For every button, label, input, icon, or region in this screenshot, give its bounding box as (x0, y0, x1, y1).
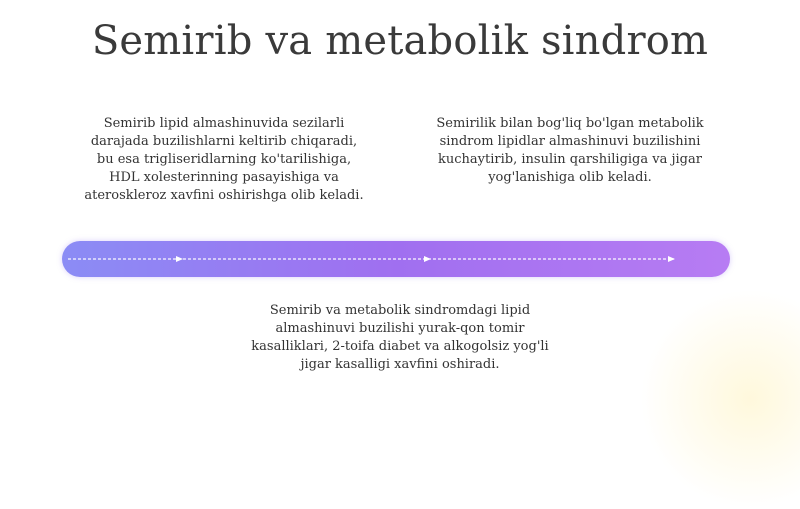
background-glow (640, 289, 800, 509)
text-block-left: Semirib lipid almashinuvida sezilarli darajada buzilishlarni keltirib chiqaradi, bu esa trigliseridlarning ko'tarilishiga, HDL xolesterinning pasayishiga va ateroskleroz xavfini oshirishga olib keladi. (84, 116, 364, 203)
arrow-right-icon (176, 256, 183, 262)
timeline-bar (62, 241, 730, 277)
text-block-bottom: Semirib va metabolik sindromdagi lipid almashinuvi buzilishi yurak-qon tomir kasalliklari, 2-toifa diabet va alkogolsiz yog'li jigar kasalligi xavfini oshiradi. (251, 303, 549, 372)
arrow-right-icon (668, 256, 675, 262)
timeline-line (62, 241, 730, 277)
arrow-right-icon (424, 256, 431, 262)
page-title: Semirib va metabolik sindrom (91, 18, 709, 64)
text-block-right: Semirilik bilan bog'liq bo'lgan metabolik sindrom lipidlar almashinuvi buzilishini kuchaytirib, insulin qarshiligiga va jigar yog'lanishiga olib keladi. (436, 116, 704, 185)
